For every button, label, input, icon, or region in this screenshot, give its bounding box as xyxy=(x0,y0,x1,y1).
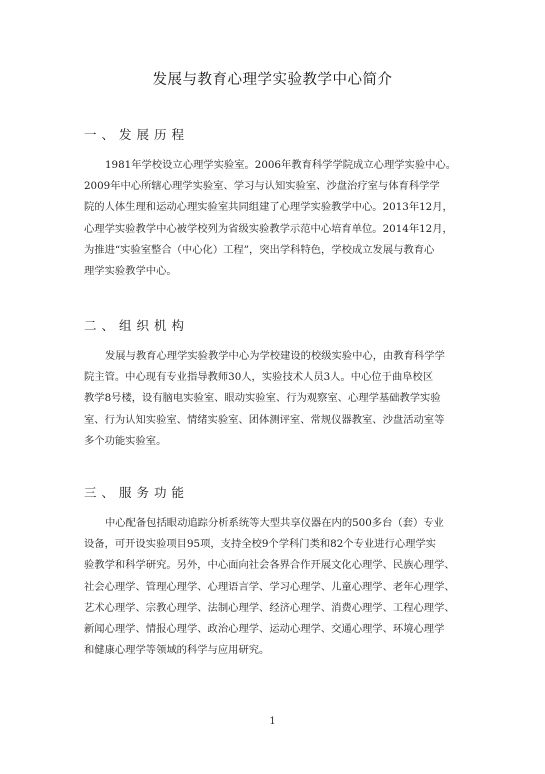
section-organization xyxy=(84,315,466,452)
paragraph-line: 心理学实验教学中心被学校列为省级实验教学示范中心培育单位。2014年12月， xyxy=(84,222,453,235)
paragraph-line: 1981年学校设立心理学实验室。2006年教育科学学院成立心理学实验中心。 xyxy=(105,159,457,171)
paragraph-line: 新闻心理学、情报心理学、政治心理学、运动心理学、交通心理学、环境心理学 xyxy=(84,623,445,636)
section-paragraph xyxy=(84,513,466,661)
section-paragraph xyxy=(84,155,466,282)
paragraph-line: 理学实验教学中心。 xyxy=(84,265,177,278)
paragraph-line: 室、行为认知实验室、情绪实验室、团体测评室、常规仪器教室、沙盘活动室等 xyxy=(84,413,445,426)
section-paragraph xyxy=(84,346,466,452)
section-heading: 二、组织机构 xyxy=(84,318,190,333)
section-heading: 三、服务功能 xyxy=(84,485,190,500)
paragraph-line: 2009年中心所辖心理学实验室、学习与认知实验室、沙盘治疗室与体育科学学 xyxy=(84,180,440,193)
paragraph-line: 社会心理学、管理心理学、心理语言学、学习心理学、儿童心理学、老年心理学、 xyxy=(84,580,455,593)
paragraph-line: 为推进“实验室整合（中心化）工程”，突出学科特色，学校成立发展与教育心 xyxy=(84,243,435,256)
section-heading: 一、发展历程 xyxy=(84,127,190,142)
paragraph-line: 验教学和科学研究。另外，中心面向社会各界合作开展文化心理学、民族心理学、 xyxy=(84,559,455,572)
paragraph-line: 发展与教育心理学实验教学中心为学校建设的校级实验中心，由教育科学学 xyxy=(105,350,445,362)
paragraph-line: 院主管。中心现有专业指导教师30人，实验技术人员3人。中心位于曲阜校区 xyxy=(84,371,434,384)
paragraph-line: 多个功能实验室。 xyxy=(84,434,167,447)
paragraph-line: 院的人体生理和运动心理实验室共同组建了心理学实验教学中心。2013年12月， xyxy=(84,201,453,214)
paragraph-line: 设备，可开设实验项目95项，支持全校9个学科门类和82个专业进行心理学实 xyxy=(84,538,436,551)
document-title: 发展与教育心理学实验教学中心简介 xyxy=(152,72,393,88)
section-services xyxy=(84,482,466,661)
paragraph-line: 和健康心理学等领域的科学与应用研究。 xyxy=(84,644,270,657)
paragraph-line: 艺术心理学、宗教心理学、法制心理学、经济心理学、消费心理学、工程心理学、 xyxy=(84,601,455,614)
paragraph-line: 中心配备包括眼动追踪分析系统等大型共享仪器在内的500多台（套）专业 xyxy=(105,517,444,529)
page-number: 1 xyxy=(269,716,276,727)
paragraph-line: 教学8号楼，设有脑电实验室、眼动实验室、行为观察室、心理学基础教学实验 xyxy=(84,392,441,405)
section-history xyxy=(84,124,466,282)
